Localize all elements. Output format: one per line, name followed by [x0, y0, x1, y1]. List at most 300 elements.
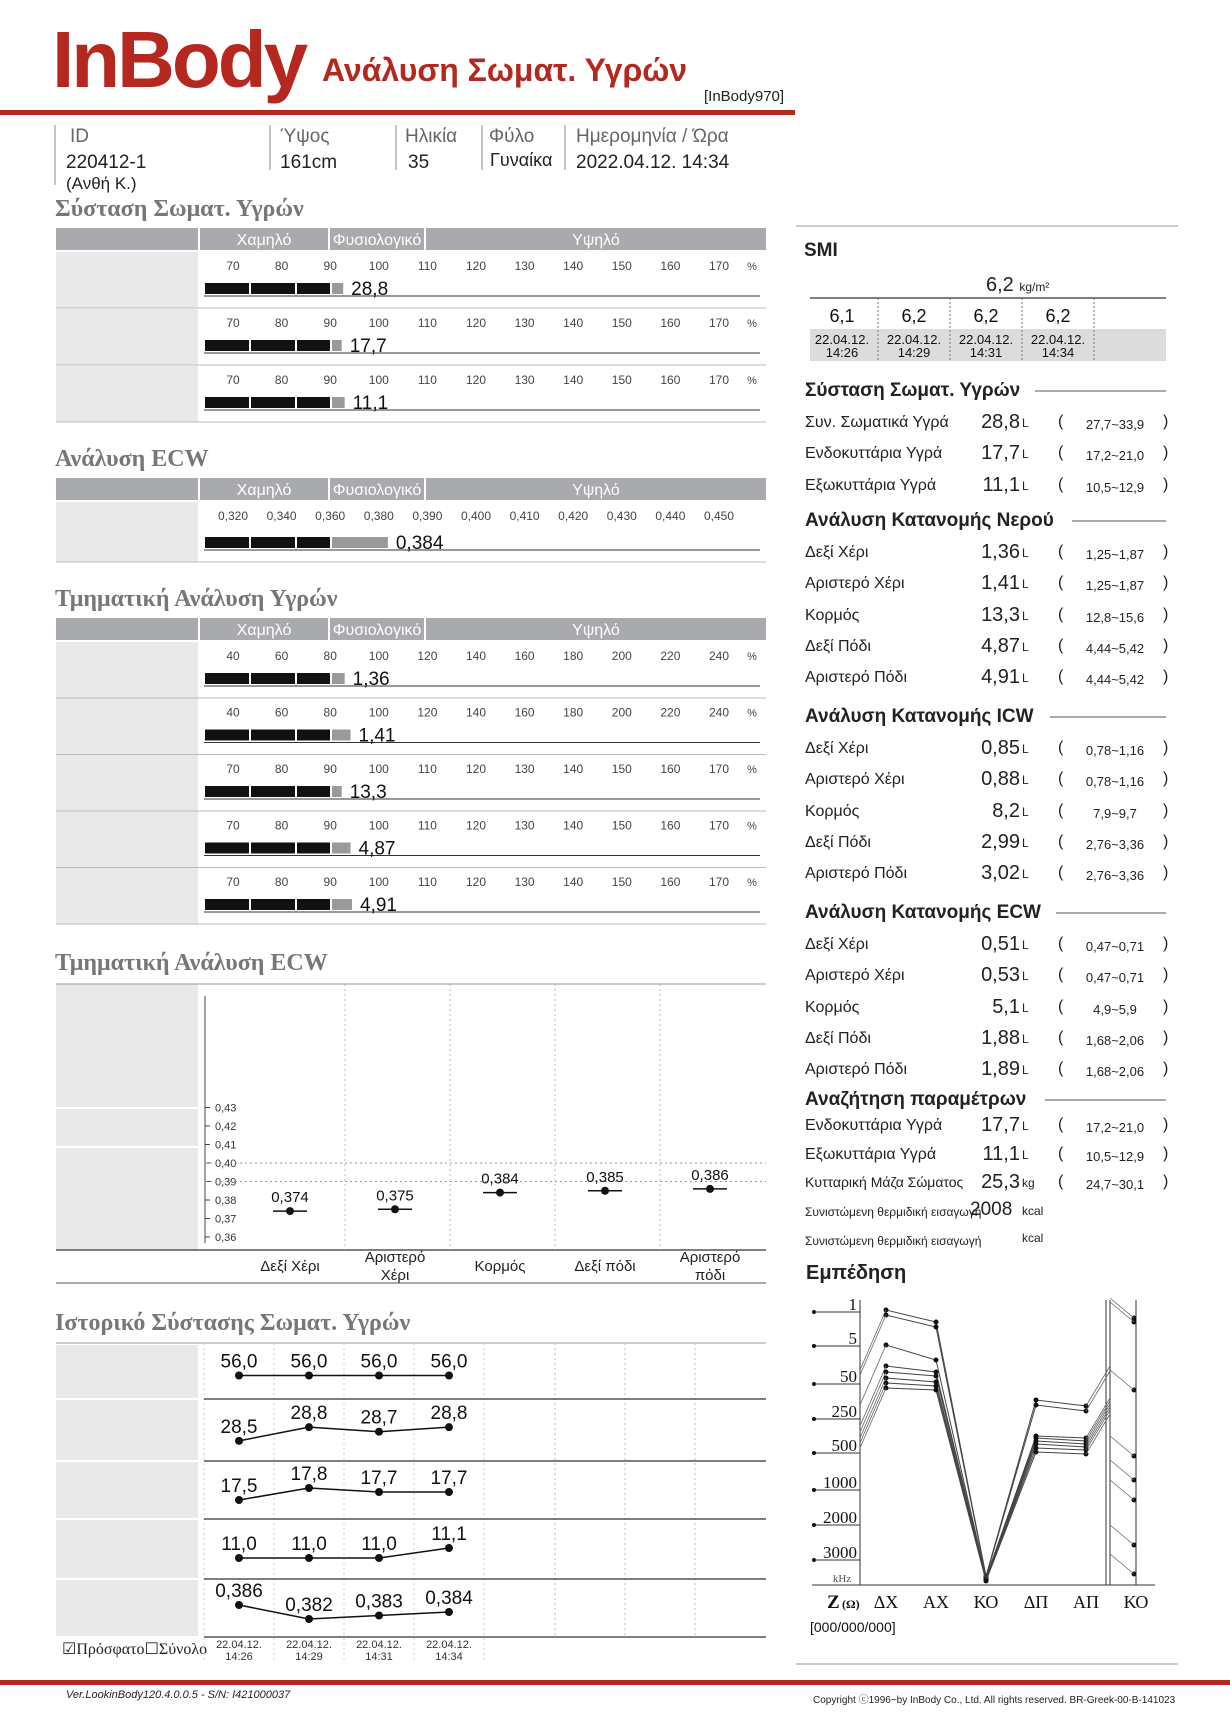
- tick-label: 0,410: [509, 509, 540, 523]
- impedance-lead: [860, 1383, 886, 1443]
- bar-value: 1,36: [352, 669, 390, 690]
- range-close-paren: ): [1163, 832, 1169, 850]
- value-bar-gray: [332, 537, 388, 548]
- range-open-paren: (: [1058, 444, 1064, 462]
- y-tick-label: 0,40: [215, 1158, 237, 1170]
- band-low-label: Χαμηλό: [236, 482, 292, 499]
- history-value: 17,7: [430, 1468, 468, 1489]
- freq-tick-dot: [812, 1310, 816, 1314]
- freq-label: 500: [831, 1436, 857, 1455]
- tick-label: 80: [323, 705, 337, 720]
- tick-label: 100: [368, 705, 389, 720]
- tick-label: 240: [708, 649, 730, 663]
- tick-label: 140: [465, 649, 487, 663]
- impedance-lead: [860, 1372, 886, 1432]
- value-bar-black: [205, 843, 330, 854]
- summary-row-unit: L: [1022, 938, 1029, 952]
- summary-row-label: Ενδοκυττάρια Υγρά: [805, 445, 943, 463]
- summary-row-value: 1,88: [981, 1026, 1020, 1049]
- history-date: 22.04.12.: [426, 1639, 472, 1651]
- summary-row-unit: L: [1022, 773, 1029, 788]
- range-close-paren: ): [1163, 444, 1169, 462]
- range-open-paren: (: [1058, 605, 1064, 623]
- history-point: [305, 1423, 313, 1431]
- tick-label: 100: [368, 373, 389, 387]
- history-point: [305, 1554, 313, 1562]
- row-label-bg: [56, 868, 198, 924]
- tick-label: 70: [226, 762, 240, 776]
- value-bar-gray: [332, 899, 352, 910]
- summary-row-value: 0,53: [981, 964, 1020, 987]
- summary-row-range: 27,7~33,9: [1085, 417, 1145, 432]
- tick-label: 140: [563, 259, 584, 273]
- tick-label: 0,320: [217, 509, 249, 523]
- tick-label: 100: [368, 875, 389, 889]
- tick-label: 140: [563, 373, 584, 387]
- age-label: Ηλικία: [405, 126, 458, 147]
- history-point: [375, 1612, 383, 1620]
- range-close-paren: ): [1163, 1144, 1169, 1162]
- checkbox-empty-icon: ☐: [144, 1641, 159, 1658]
- y-tick-label: 0,38: [215, 1195, 237, 1207]
- range-open-paren: (: [1058, 966, 1064, 984]
- summary-row-value: 11,1: [982, 473, 1020, 496]
- tick-label: 0,440: [655, 509, 686, 523]
- summary-row-unit: L: [1022, 671, 1029, 686]
- impedance-lead: [860, 1378, 886, 1438]
- range-open-paren: (: [1058, 770, 1064, 788]
- summary-row-unit: L: [1022, 867, 1029, 882]
- summary-row-label: Ενδοκυττάρια Υγρά: [805, 1117, 943, 1134]
- range-open-paren: (: [1058, 997, 1064, 1015]
- history-value: 56,0: [290, 1351, 328, 1373]
- row-label-bg: [56, 755, 198, 811]
- category-label: Αριστερό: [679, 1249, 741, 1266]
- range-close-paren: ): [1163, 543, 1169, 560]
- summary-row-label: Αριστερό Χέρι: [805, 575, 905, 593]
- tick-label: 220: [660, 705, 681, 720]
- y-tick-label: 0,39: [215, 1176, 237, 1189]
- range-open-paren: (: [1058, 832, 1064, 850]
- summary-row-unit: L: [1022, 1119, 1029, 1133]
- tick-label: 120: [417, 649, 438, 663]
- history-label-bg: [56, 1400, 198, 1460]
- category-label: Χέρι: [380, 1267, 410, 1284]
- summary-row-unit: L: [1022, 804, 1029, 819]
- trunk-lead: [1110, 1302, 1134, 1322]
- ecw-point: [496, 1189, 504, 1197]
- tick-label: 90: [323, 875, 337, 889]
- percent-symbol: %: [747, 318, 757, 330]
- tick-label: 70: [226, 373, 240, 387]
- impedance-point: [934, 1325, 939, 1330]
- summary-row-value: 1,36: [981, 541, 1020, 563]
- sex-value: Γυναίκα: [490, 150, 553, 170]
- tick-label: 90: [323, 373, 337, 387]
- history-date: 22.04.12.: [216, 1639, 262, 1651]
- band-low-label: Χαμηλό: [236, 622, 292, 639]
- band-high-label: Υψηλό: [572, 622, 620, 639]
- impedance-line: [886, 1372, 1086, 1579]
- summary-row-value: 11,1: [982, 1142, 1020, 1165]
- summary-row-unit: L: [1022, 608, 1029, 623]
- tick-label: 120: [417, 705, 438, 720]
- freq-label: 1000: [823, 1473, 857, 1492]
- band-high-label: Υψηλό: [572, 232, 620, 249]
- trunk-lead: [1110, 1554, 1134, 1574]
- tick-label: 120: [465, 259, 487, 273]
- tick-label: 40: [226, 649, 240, 663]
- summary-section-title: Ανάλυση Κατανομής ECW: [805, 902, 1041, 923]
- patient-name: (Ανθή Κ.): [66, 174, 137, 193]
- energy2-label: Συνιστώμενη θερμιδική εισαγωγή: [805, 1234, 982, 1248]
- trunk-lead: [1110, 1460, 1134, 1480]
- impedance-column-label: ΔΧ: [873, 1592, 899, 1612]
- percent-symbol: %: [747, 375, 757, 387]
- history-point: [235, 1554, 243, 1562]
- impedance-note: [000/000/000]: [810, 1619, 896, 1635]
- value-bar-black: [205, 340, 330, 351]
- category-label: Κορμός: [474, 1258, 526, 1275]
- history-time: 14:29: [295, 1651, 323, 1663]
- smi-time: 14:31: [969, 345, 1003, 360]
- range-close-paren: ): [1163, 475, 1169, 493]
- summary-row-value: 17,7: [981, 1114, 1020, 1136]
- summary-row-unit: L: [1022, 416, 1029, 430]
- tick-label: 160: [660, 316, 681, 330]
- range-open-paren: (: [1058, 1173, 1064, 1190]
- value-bar-gray: [332, 730, 351, 741]
- range-close-paren: ): [1163, 1028, 1169, 1046]
- tick-label: 130: [514, 259, 535, 273]
- summary-row-range: 0,78~1,16: [1085, 774, 1145, 790]
- tick-label: 170: [708, 259, 730, 273]
- tick-label: 100: [368, 259, 389, 273]
- bar-value: 1,41: [358, 725, 396, 747]
- range-close-paren: ): [1163, 668, 1169, 686]
- range-close-paren: ): [1163, 739, 1169, 756]
- tick-label: 180: [563, 705, 584, 720]
- summary-section-title: Ανάλυση Κατανομής ICW: [805, 706, 1034, 727]
- history-time: 14:26: [225, 1651, 253, 1663]
- summary-row-label: Δεξί Πόδι: [805, 833, 871, 851]
- history-point: [445, 1608, 453, 1616]
- summary-row-value: 1,41: [981, 572, 1020, 595]
- tick-label: 80: [323, 649, 337, 663]
- tick-label: 120: [465, 762, 487, 776]
- history-point: [375, 1372, 383, 1380]
- impedance-point: [934, 1320, 939, 1325]
- history-value: 56,0: [360, 1351, 398, 1373]
- history-label-bg: [56, 1462, 198, 1518]
- brand-logo: InBody: [52, 15, 306, 104]
- summary-row-value: 0,88: [981, 768, 1020, 791]
- tick-label: 140: [563, 316, 584, 330]
- total-label: Σύνολο: [158, 1641, 208, 1658]
- row-label-bg: [56, 502, 198, 562]
- summary-row-range: 2,76~3,36: [1085, 868, 1145, 884]
- freq-tick-dot: [812, 1488, 816, 1492]
- history-title: Ιστορικό Σύστασης Σωματ. Υγρών: [55, 1310, 411, 1336]
- date-value: 2022.04.12. 14:34: [576, 152, 730, 173]
- history-point: [235, 1601, 243, 1609]
- summary-row-range: 1,25~1,87: [1085, 578, 1145, 594]
- footer-version: Ver.LookinBody120.4.0.0.5 - S/N: I421000037: [66, 1689, 291, 1701]
- history-value: 0,383: [355, 1591, 403, 1613]
- summary-row-label: Δεξί Χέρι: [805, 936, 869, 953]
- date-label: Ημερομηνία / Ώρα: [576, 126, 729, 147]
- impedance-column-label: ΚΟ: [1123, 1592, 1149, 1612]
- value-bar-gray: [332, 283, 343, 294]
- tick-label: 120: [465, 818, 487, 833]
- summary-row-range: 17,2~21,0: [1085, 1120, 1145, 1135]
- footer-copyright: Copyright ⓒ1996~by InBody Co., Ltd. All rights reserved. BR-Greek-00-B-141023: [813, 1695, 1176, 1706]
- value-bar-black: [205, 397, 330, 408]
- freq-label: 50: [840, 1367, 857, 1386]
- range-close-paren: ): [1163, 935, 1169, 952]
- value-bar-black: [205, 673, 330, 684]
- summary-row-value: 1,89: [981, 1058, 1020, 1081]
- ecw-point: [391, 1205, 399, 1213]
- segmental-ecw-title: Τμηματική Ανάλυση ECW: [55, 950, 328, 976]
- impedance-column-label: ΚΟ: [973, 1592, 999, 1612]
- category-label: πόδι: [694, 1267, 726, 1284]
- percent-symbol: %: [747, 707, 757, 720]
- summary-row-label: Αριστερό Χέρι: [805, 967, 905, 985]
- row-label-bg: [56, 252, 198, 308]
- tick-label: 120: [465, 875, 487, 889]
- summary-row-unit: L: [1022, 969, 1029, 984]
- tick-label: 0,390: [412, 509, 443, 523]
- history-point: [445, 1372, 453, 1380]
- tick-label: 220: [660, 649, 681, 663]
- tick-label: 110: [417, 818, 437, 833]
- id-label: ID: [70, 126, 89, 147]
- row-label-bg: [56, 366, 198, 422]
- tick-label: 70: [226, 875, 240, 889]
- summary-row-label: Αριστερό Πόδι: [805, 865, 908, 883]
- summary-row-range: 10,5~12,9: [1085, 1148, 1145, 1164]
- category-label: Δεξί Χέρι: [260, 1258, 320, 1275]
- band-normal-label: Φυσιολογικό: [332, 482, 422, 499]
- range-open-paren: (: [1058, 574, 1064, 592]
- impedance-point: [1034, 1450, 1039, 1455]
- tick-label: 170: [708, 875, 730, 889]
- energy2-unit: kcal: [1022, 1231, 1044, 1245]
- tick-label: 130: [514, 875, 535, 889]
- freq-tick-dot: [812, 1344, 816, 1348]
- history-point: [235, 1496, 243, 1504]
- tick-label: 110: [417, 762, 437, 776]
- composition-title: Σύσταση Σωματ. Υγρών: [55, 196, 304, 222]
- band-low-label: Χαμηλό: [236, 232, 292, 249]
- history-value: 28,7: [360, 1407, 398, 1429]
- summary-row-range: 7,9~9,7: [1093, 805, 1137, 821]
- tick-label: 80: [274, 818, 289, 833]
- impedance-line: [886, 1388, 1086, 1581]
- summary-row-label: Δεξί Χέρι: [805, 544, 869, 561]
- history-point: [235, 1437, 243, 1445]
- bar-value: 28,8: [351, 279, 389, 300]
- smi-date: 22.04.12.: [814, 332, 870, 347]
- history-point: [375, 1428, 383, 1436]
- ecw-value-label: 0,385: [586, 1168, 624, 1186]
- freq-label: 250: [831, 1402, 857, 1421]
- summary-row-label: Εξωκυττάρια Υγρά: [805, 1145, 937, 1163]
- page-title: Ανάλυση Σωματ. Υγρών: [322, 52, 688, 88]
- summary-row-unit: L: [1022, 577, 1029, 592]
- smi-time: 14:26: [825, 345, 859, 360]
- value-bar-gray: [332, 786, 342, 797]
- impedance-point: [934, 1374, 939, 1379]
- tick-label: 160: [514, 649, 535, 663]
- row-label-bg: [56, 309, 198, 365]
- summary-row-range: 1,68~2,06: [1085, 1032, 1145, 1048]
- impedance-point: [1034, 1403, 1039, 1408]
- freq-tick-dot: [812, 1417, 816, 1421]
- bar-value: 17,7: [349, 336, 387, 357]
- energy-unit: kcal: [1022, 1204, 1044, 1218]
- impedance-column-label: ΑΠ: [1073, 1592, 1099, 1612]
- value-bar-gray: [332, 397, 345, 408]
- summary-row-range: 4,44~5,42: [1085, 640, 1145, 656]
- tick-label: 170: [708, 373, 730, 387]
- freq-label: 1: [848, 1295, 857, 1314]
- ecw-zone-bg: [56, 984, 198, 1250]
- history-label-bg: [56, 1345, 198, 1398]
- history-point: [445, 1544, 453, 1552]
- tick-label: 160: [514, 705, 535, 720]
- value-bar-gray: [332, 673, 345, 684]
- range-open-paren: (: [1058, 668, 1064, 686]
- history-point: [445, 1423, 453, 1431]
- history-point: [305, 1372, 313, 1380]
- tick-label: 80: [274, 875, 289, 889]
- range-close-paren: ): [1163, 1060, 1169, 1078]
- ecw-point: [286, 1207, 294, 1215]
- percent-symbol: %: [747, 820, 757, 833]
- range-close-paren: ): [1163, 1116, 1169, 1133]
- freq-label: 3000: [823, 1543, 857, 1562]
- history-value: 56,0: [430, 1351, 468, 1373]
- tick-label: 150: [611, 762, 632, 776]
- summary-row-value: 25,3: [981, 1171, 1020, 1193]
- summary-row-unit: L: [1022, 1063, 1029, 1078]
- history-value: 28,8: [430, 1403, 468, 1425]
- summary-section-title: Σύσταση Σωματ. Υγρών: [805, 380, 1021, 401]
- range-open-paren: (: [1058, 935, 1064, 952]
- summary-row-label: Δεξί Χέρι: [805, 740, 869, 757]
- bar-value: 13,3: [349, 782, 387, 803]
- tick-label: 100: [368, 316, 389, 330]
- tick-label: 110: [417, 875, 437, 889]
- smi-value: 6,2 kg/m²: [986, 274, 1050, 296]
- tick-label: 70: [226, 259, 240, 273]
- summary-row-value: 4,87: [981, 634, 1020, 657]
- value-bar-black: [205, 786, 330, 797]
- history-point: [305, 1484, 313, 1492]
- freq-tick-dot: [812, 1558, 816, 1562]
- trunk-lead: [1110, 1525, 1134, 1545]
- trunk-lead: [1110, 1480, 1134, 1500]
- range-open-paren: (: [1058, 636, 1064, 654]
- segmental-title: Τμηματική Ανάλυση Υγρών: [55, 586, 338, 612]
- impedance-point: [934, 1388, 939, 1393]
- tick-label: 110: [417, 373, 437, 387]
- tick-label: 160: [660, 259, 681, 273]
- range-close-paren: ): [1163, 966, 1169, 984]
- tick-label: 240: [708, 705, 730, 720]
- range-open-paren: (: [1058, 739, 1064, 756]
- ecw-analysis-title: Ανάλυση ECW: [55, 446, 209, 472]
- tick-label: 0,420: [558, 509, 589, 523]
- range-close-paren: ): [1163, 864, 1169, 882]
- summary-row-unit: L: [1022, 835, 1029, 850]
- params-title: Αναζήτηση παραμέτρων: [805, 1089, 1027, 1110]
- summary-row-range: 4,44~5,42: [1085, 672, 1145, 688]
- y-tick-label: 0,43: [215, 1102, 237, 1115]
- tick-label: 160: [660, 818, 681, 833]
- summary-row-range: 1,68~2,06: [1085, 1064, 1145, 1080]
- history-label-bg: [56, 1520, 198, 1578]
- band-high-label: Υψηλό: [572, 482, 620, 499]
- percent-symbol: %: [747, 877, 757, 889]
- history-point: [445, 1488, 453, 1496]
- y-tick-label: 0,42: [215, 1121, 237, 1133]
- tick-label: 150: [611, 818, 632, 833]
- summary-row-label: Κυτταρική Μάζα Σώματος: [805, 1174, 964, 1190]
- tick-label: 0,430: [606, 509, 637, 523]
- tick-label: 160: [660, 762, 681, 776]
- history-date: 22.04.12.: [356, 1639, 402, 1651]
- summary-row-unit: L: [1022, 1031, 1029, 1046]
- history-value: 17,8: [290, 1464, 328, 1485]
- impedance-lead: [860, 1310, 886, 1370]
- smi-date: 22.04.12.: [1030, 332, 1086, 347]
- tick-label: 90: [323, 316, 337, 330]
- impedance-column-label: ΑΧ: [923, 1592, 949, 1612]
- summary-row-unit: L: [1022, 1147, 1029, 1162]
- summary-row-value: 28,8: [981, 411, 1020, 433]
- impedance-line: [886, 1378, 1086, 1580]
- tick-label: 70: [226, 818, 240, 833]
- impedance-line: [886, 1366, 1086, 1578]
- summary-row-value: 0,85: [981, 737, 1020, 759]
- tick-label: 140: [563, 875, 584, 889]
- tick-label: 90: [323, 762, 337, 776]
- history-time: 14:31: [365, 1651, 393, 1663]
- row-label-bg: [56, 642, 198, 698]
- tick-label: 150: [611, 316, 632, 330]
- tick-label: 140: [563, 762, 584, 776]
- tick-label: 90: [323, 818, 337, 833]
- ecw-value-label: 0,384: [481, 1170, 519, 1188]
- band-normal-label: Φυσιολογικό: [332, 232, 422, 249]
- ecw-value-label: 0,386: [691, 1166, 729, 1184]
- tick-label: 170: [708, 818, 730, 833]
- summary-row-value: 13,3: [981, 603, 1020, 626]
- history-point: [375, 1488, 383, 1496]
- energy-label: Συνιστώμενη θερμιδική εισαγωγή: [805, 1205, 982, 1219]
- summary-row-value: 5,1: [992, 995, 1020, 1018]
- value-bar-gray: [332, 843, 351, 854]
- smi-time: 14:34: [1041, 345, 1075, 360]
- range-close-paren: ): [1163, 574, 1169, 592]
- smi-date: 22.04.12.: [886, 332, 942, 347]
- summary-row-range: 17,2~21,0: [1085, 448, 1145, 464]
- impedance-z-label: Z: [827, 1592, 840, 1613]
- tick-label: 120: [465, 373, 487, 387]
